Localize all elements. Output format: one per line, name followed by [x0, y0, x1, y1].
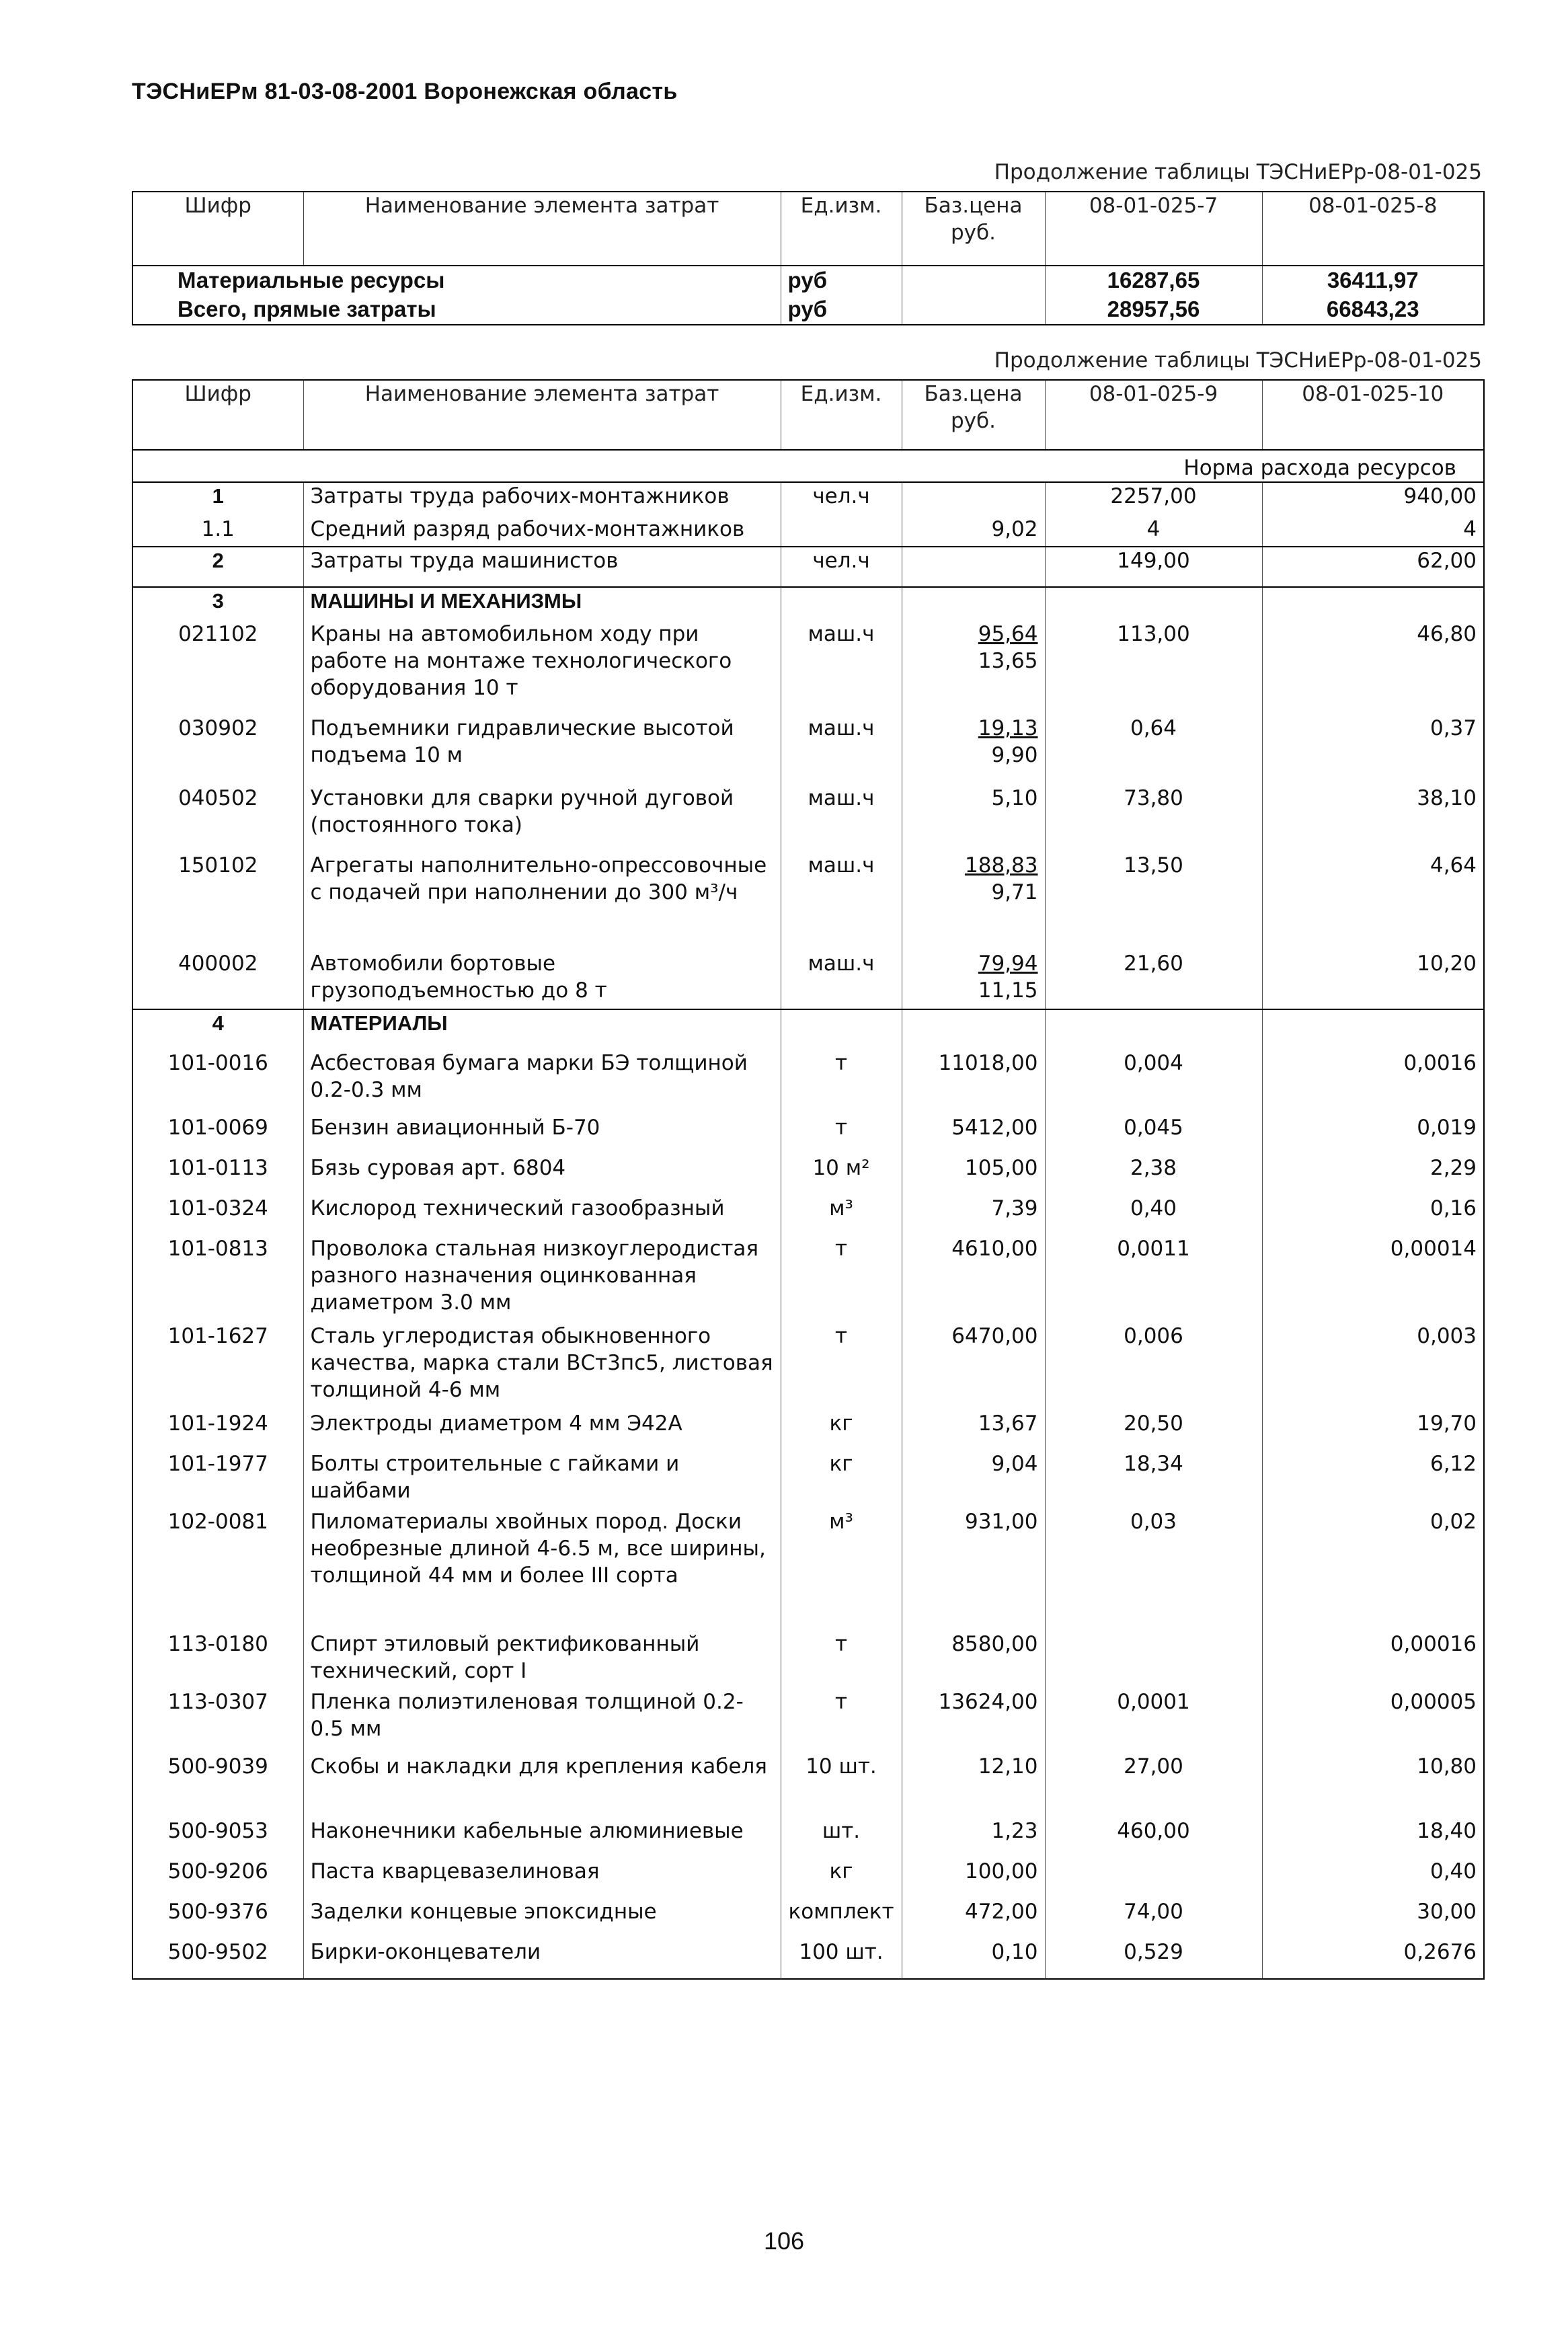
row-code: 101-1977	[132, 1450, 303, 1508]
row-unit	[781, 1009, 902, 1050]
row-value1: 0,529	[1045, 1939, 1262, 1979]
row-code: 030902	[132, 715, 303, 785]
page-header: ТЭСНиЕРм 81-03-08-2001 Воронежская область	[132, 79, 678, 104]
row-unit: шт.	[781, 1818, 902, 1858]
row-value1: 113,00	[1045, 621, 1262, 715]
row-price	[902, 1818, 1045, 1858]
row-name: МАШИНЫ И МЕХАНИЗМЫ	[303, 587, 781, 621]
table-row	[132, 1450, 1484, 1508]
row-value1: 0,004	[1045, 1050, 1262, 1114]
row-price	[902, 1508, 1045, 1631]
row-value2: 940,00	[1262, 482, 1484, 516]
row-name: Бязь суровая арт. 6804	[303, 1155, 781, 1195]
row-price-secondary: 13,65	[978, 649, 1038, 673]
row-unit: м³	[781, 1195, 902, 1235]
table-row	[132, 482, 1484, 516]
row-price	[902, 1858, 1045, 1898]
table-row	[132, 1114, 1484, 1155]
row-code: 3	[132, 587, 303, 621]
col-unit-header: Ед.изм.	[781, 192, 902, 266]
row-value2: 36411,97	[1262, 266, 1484, 295]
table-row	[132, 950, 1484, 1009]
row-price-value: 11018,00	[938, 1051, 1038, 1075]
row-price-secondary: 9,71	[991, 880, 1038, 904]
row-price-value: 105,00	[965, 1156, 1038, 1180]
row-value1: 13,50	[1045, 852, 1262, 950]
row-code: 500-9376	[132, 1898, 303, 1939]
page-number: 106	[763, 2227, 805, 2255]
row-value1: 2257,00	[1045, 482, 1262, 516]
row-value1: 0,40	[1045, 1195, 1262, 1235]
row-price	[902, 1050, 1045, 1114]
col-value1-header: 08-01-025-9	[1045, 380, 1262, 450]
row-price	[902, 482, 1045, 516]
table-row	[132, 1631, 1484, 1688]
row-price	[902, 1939, 1045, 1979]
row-price	[902, 950, 1045, 1009]
row-code: 113-0307	[132, 1688, 303, 1753]
row-price-value: 188,83	[965, 853, 1038, 878]
table2	[132, 379, 1485, 1980]
table-row	[132, 1050, 1484, 1114]
table-row	[132, 785, 1484, 852]
row-unit: 10 шт.	[781, 1753, 902, 1818]
row-unit: т	[781, 1631, 902, 1688]
row-unit: маш.ч	[781, 621, 902, 715]
row-code: 1	[132, 482, 303, 516]
table-row	[132, 1858, 1484, 1898]
row-price	[902, 785, 1045, 852]
row-name: Бирки-оконцеватели	[303, 1939, 781, 1979]
row-price	[902, 1155, 1045, 1195]
row-price-value: 19,13	[978, 716, 1038, 740]
row-value1: 74,00	[1045, 1898, 1262, 1939]
row-price	[902, 1450, 1045, 1508]
row-value2: 62,00	[1262, 547, 1484, 587]
row-value2: 0,16	[1262, 1195, 1484, 1235]
table-row	[132, 852, 1484, 950]
row-unit: м³	[781, 1508, 902, 1631]
row-name: Затраты труда машинистов	[303, 547, 781, 587]
row-code: 040502	[132, 785, 303, 852]
row-code: 4	[132, 1009, 303, 1050]
row-value1: 0,045	[1045, 1114, 1262, 1155]
row-price-value: 8580,00	[951, 1632, 1038, 1656]
row-value2: 0,019	[1262, 1114, 1484, 1155]
row-name: Кислород технический газообразный	[303, 1195, 781, 1235]
row-value2: 10,80	[1262, 1753, 1484, 1818]
table-row	[132, 1410, 1484, 1450]
row-value1: 0,0011	[1045, 1235, 1262, 1323]
row-price-value: 95,64	[978, 622, 1038, 646]
row-value1: 20,50	[1045, 1410, 1262, 1450]
table1-continuation: Продолжение таблицы ТЭСНиЕРр-08-01-025	[994, 160, 1482, 184]
row-value1: 27,00	[1045, 1753, 1262, 1818]
row-price	[902, 1688, 1045, 1753]
row-price-value: 9,02	[991, 517, 1038, 541]
row-price	[902, 587, 1045, 621]
row-unit: чел.ч	[781, 482, 902, 516]
row-name: Пленка полиэтиленовая толщиной 0.2-0.5 мм	[303, 1688, 781, 1753]
row-name: Спирт этиловый ректификованный технический, сорт I	[303, 1631, 781, 1688]
row-value2: 0,40	[1262, 1858, 1484, 1898]
row-price	[902, 1235, 1045, 1323]
col-price-header: Баз.цена руб.	[902, 380, 1045, 450]
table-row	[132, 1818, 1484, 1858]
row-value1: 4	[1045, 516, 1262, 547]
row-name: Паста кварцевазелиновая	[303, 1858, 781, 1898]
table-row	[132, 547, 1484, 587]
row-value1: 0,006	[1045, 1323, 1262, 1410]
row-value2: 0,00014	[1262, 1235, 1484, 1323]
row-code: 1.1	[132, 516, 303, 547]
norm-row	[132, 450, 1484, 482]
row-price-value: 13,67	[978, 1411, 1038, 1436]
row-code: 500-9039	[132, 1753, 303, 1818]
row-code: 021102	[132, 621, 303, 715]
row-price-value: 100,00	[965, 1859, 1038, 1883]
row-unit: 10 м²	[781, 1155, 902, 1195]
row-value2	[1262, 587, 1484, 621]
row-value1: 2,38	[1045, 1155, 1262, 1195]
row-name: Бензин авиационный Б-70	[303, 1114, 781, 1155]
row-value1	[1045, 1009, 1262, 1050]
row-price	[902, 621, 1045, 715]
row-price	[902, 516, 1045, 547]
row-unit: т	[781, 1114, 902, 1155]
row-unit: маш.ч	[781, 950, 902, 1009]
row-code: 400002	[132, 950, 303, 1009]
row-unit: кг	[781, 1410, 902, 1450]
row-name: Автомобили бортовые грузоподъемностью до 8 т	[303, 950, 781, 1009]
row-value2: 0,37	[1262, 715, 1484, 785]
row-unit: маш.ч	[781, 785, 902, 852]
row-unit	[781, 516, 902, 547]
row-name: Электроды диаметром 4 мм Э42А	[303, 1410, 781, 1450]
row-value2: 18,40	[1262, 1818, 1484, 1858]
table-row	[132, 587, 1484, 621]
row-unit: маш.ч	[781, 852, 902, 950]
row-code: 101-0324	[132, 1195, 303, 1235]
row-price	[902, 1410, 1045, 1450]
row-name: Агрегаты наполнительно-опрессовочные с подачей при наполнении до 300 м³/ч	[303, 852, 781, 950]
row-value2	[1262, 1009, 1484, 1050]
col-value2-header: 08-01-025-10	[1262, 380, 1484, 450]
row-price-value: 12,10	[978, 1754, 1038, 1779]
row-value2: 46,80	[1262, 621, 1484, 715]
row-value2: 4,64	[1262, 852, 1484, 950]
table-row	[132, 1155, 1484, 1195]
row-unit: кг	[781, 1858, 902, 1898]
row-value2: 2,29	[1262, 1155, 1484, 1195]
row-code: 101-0069	[132, 1114, 303, 1155]
table1	[132, 191, 1485, 325]
row-unit: т	[781, 1235, 902, 1323]
row-value1: 460,00	[1045, 1818, 1262, 1858]
row-name: Затраты труда рабочих-монтажников	[303, 482, 781, 516]
row-name: Сталь углеродистая обыкновенного качества, марка стали ВСт3пс5, листовая толщиной 4-6 мм	[303, 1323, 781, 1410]
row-value2: 0,0016	[1262, 1050, 1484, 1114]
table-row	[132, 295, 1484, 325]
row-unit: руб	[781, 295, 902, 325]
row-value2: 0,00005	[1262, 1688, 1484, 1753]
row-value1: 73,80	[1045, 785, 1262, 852]
col-price-header: Баз.цена руб.	[902, 192, 1045, 266]
row-value1: 0,03	[1045, 1508, 1262, 1631]
row-code: 2	[132, 547, 303, 587]
row-name: Скобы и накладки для крепления кабеля	[303, 1753, 781, 1818]
row-price-value: 5412,00	[951, 1116, 1038, 1140]
row-value2: 30,00	[1262, 1898, 1484, 1939]
row-code: 101-0813	[132, 1235, 303, 1323]
row-unit: 100 шт.	[781, 1939, 902, 1979]
row-unit: руб	[781, 266, 902, 295]
row-unit: кг	[781, 1450, 902, 1508]
row-unit: комплект	[781, 1898, 902, 1939]
row-value2: 10,20	[1262, 950, 1484, 1009]
table1-header-row	[132, 192, 1484, 266]
row-price-secondary: 9,90	[991, 743, 1038, 767]
row-price-value: 7,39	[991, 1196, 1038, 1220]
row-value2: 66843,23	[1262, 295, 1484, 325]
row-value2: 0,02	[1262, 1508, 1484, 1631]
row-value1	[1045, 587, 1262, 621]
row-value2: 0,003	[1262, 1323, 1484, 1410]
row-price-value: 6470,00	[951, 1324, 1038, 1348]
row-unit: маш.ч	[781, 715, 902, 785]
row-name: Пиломатериалы хвойных пород. Доски необрезные длиной 4-6.5 м, все ширины, толщиной 44 мм и более III сорта	[303, 1508, 781, 1631]
row-unit: т	[781, 1323, 902, 1410]
row-value2: 19,70	[1262, 1410, 1484, 1450]
row-price	[902, 1009, 1045, 1050]
row-value2: 38,10	[1262, 785, 1484, 852]
row-value1: 18,34	[1045, 1450, 1262, 1508]
row-name: Материальные ресурсы	[132, 266, 781, 295]
row-price-secondary: 11,15	[978, 978, 1038, 1003]
row-price-value: 9,04	[991, 1452, 1038, 1476]
row-unit: т	[781, 1050, 902, 1114]
row-value1	[1045, 1858, 1262, 1898]
col-code-header: Шифр	[132, 380, 303, 450]
table-row	[132, 266, 1484, 295]
row-value2: 0,00016	[1262, 1631, 1484, 1688]
row-price	[902, 1323, 1045, 1410]
row-name: Наконечники кабельные алюминиевые	[303, 1818, 781, 1858]
row-unit	[781, 587, 902, 621]
row-price-value: 79,94	[978, 951, 1038, 976]
row-price-value: 5,10	[991, 786, 1038, 810]
row-name: Подъемники гидравлические высотой подъема 10 м	[303, 715, 781, 785]
row-code: 113-0180	[132, 1631, 303, 1688]
table2-continuation: Продолжение таблицы ТЭСНиЕРр-08-01-025	[994, 348, 1482, 373]
row-code: 102-0081	[132, 1508, 303, 1631]
col-unit-header: Ед.изм.	[781, 380, 902, 450]
row-value1: 0,64	[1045, 715, 1262, 785]
row-name: Проволока стальная низкоуглеродистая разного назначения оцинкованная диаметром 3.0 мм	[303, 1235, 781, 1323]
row-name: Краны на автомобильном ходу при работе на монтаже технологического оборудования 10 т	[303, 621, 781, 715]
table-row	[132, 1898, 1484, 1939]
table-row	[132, 1235, 1484, 1323]
row-code: 500-9053	[132, 1818, 303, 1858]
row-name: МАТЕРИАЛЫ	[303, 1009, 781, 1050]
row-code: 150102	[132, 852, 303, 950]
row-price	[902, 547, 1045, 587]
row-price-value: 931,00	[965, 1510, 1038, 1534]
table-row	[132, 1753, 1484, 1818]
row-value1: 0,0001	[1045, 1688, 1262, 1753]
row-value2: 0,2676	[1262, 1939, 1484, 1979]
row-price-value: 0,10	[991, 1940, 1038, 1964]
table-row	[132, 1009, 1484, 1050]
row-price-value: 1,23	[991, 1819, 1038, 1843]
row-value1: 149,00	[1045, 547, 1262, 587]
table-row	[132, 1688, 1484, 1753]
row-price	[902, 1898, 1045, 1939]
col-value2-header: 08-01-025-8	[1262, 192, 1484, 266]
row-price	[902, 852, 1045, 950]
row-code: 101-0016	[132, 1050, 303, 1114]
table-row	[132, 621, 1484, 715]
row-code: 500-9502	[132, 1939, 303, 1979]
row-name: Всего, прямые затраты	[132, 295, 781, 325]
row-name: Болты строительные с гайками и шайбами	[303, 1450, 781, 1508]
row-name: Заделки концевые эпоксидные	[303, 1898, 781, 1939]
row-value2: 6,12	[1262, 1450, 1484, 1508]
col-name-header: Наименование элемента затрат	[303, 380, 781, 450]
row-price-value: 4610,00	[951, 1237, 1038, 1261]
row-price-value: 13624,00	[938, 1690, 1038, 1714]
row-value1: 21,60	[1045, 950, 1262, 1009]
col-value1-header: 08-01-025-7	[1045, 192, 1262, 266]
row-price	[902, 1114, 1045, 1155]
col-code-header: Шифр	[132, 192, 303, 266]
row-price	[902, 1631, 1045, 1688]
table-row	[132, 1508, 1484, 1631]
col-name-header: Наименование элемента затрат	[303, 192, 781, 266]
table-row	[132, 1195, 1484, 1235]
row-value1	[1045, 1631, 1262, 1688]
row-price	[902, 1195, 1045, 1235]
row-code: 101-1627	[132, 1323, 303, 1410]
table-row	[132, 516, 1484, 547]
row-value1: 16287,65	[1045, 266, 1262, 295]
row-code: 101-0113	[132, 1155, 303, 1195]
row-value1: 28957,56	[1045, 295, 1262, 325]
row-code: 101-1924	[132, 1410, 303, 1450]
row-name: Установки для сварки ручной дуговой (постоянного тока)	[303, 785, 781, 852]
row-unit: т	[781, 1688, 902, 1753]
norm-label: Норма расхода ресурсов	[132, 450, 1484, 482]
row-name: Средний разряд рабочих-монтажников	[303, 516, 781, 547]
row-unit: чел.ч	[781, 547, 902, 587]
row-code: 500-9206	[132, 1858, 303, 1898]
row-price-value: 472,00	[965, 1900, 1038, 1924]
table-row	[132, 1323, 1484, 1410]
row-price	[902, 715, 1045, 785]
table2-header-row	[132, 380, 1484, 450]
table-row	[132, 715, 1484, 785]
row-value2: 4	[1262, 516, 1484, 547]
table-row	[132, 1939, 1484, 1979]
row-name: Асбестовая бумага марки БЭ толщиной 0.2-0.3 мм	[303, 1050, 781, 1114]
row-price	[902, 1753, 1045, 1818]
